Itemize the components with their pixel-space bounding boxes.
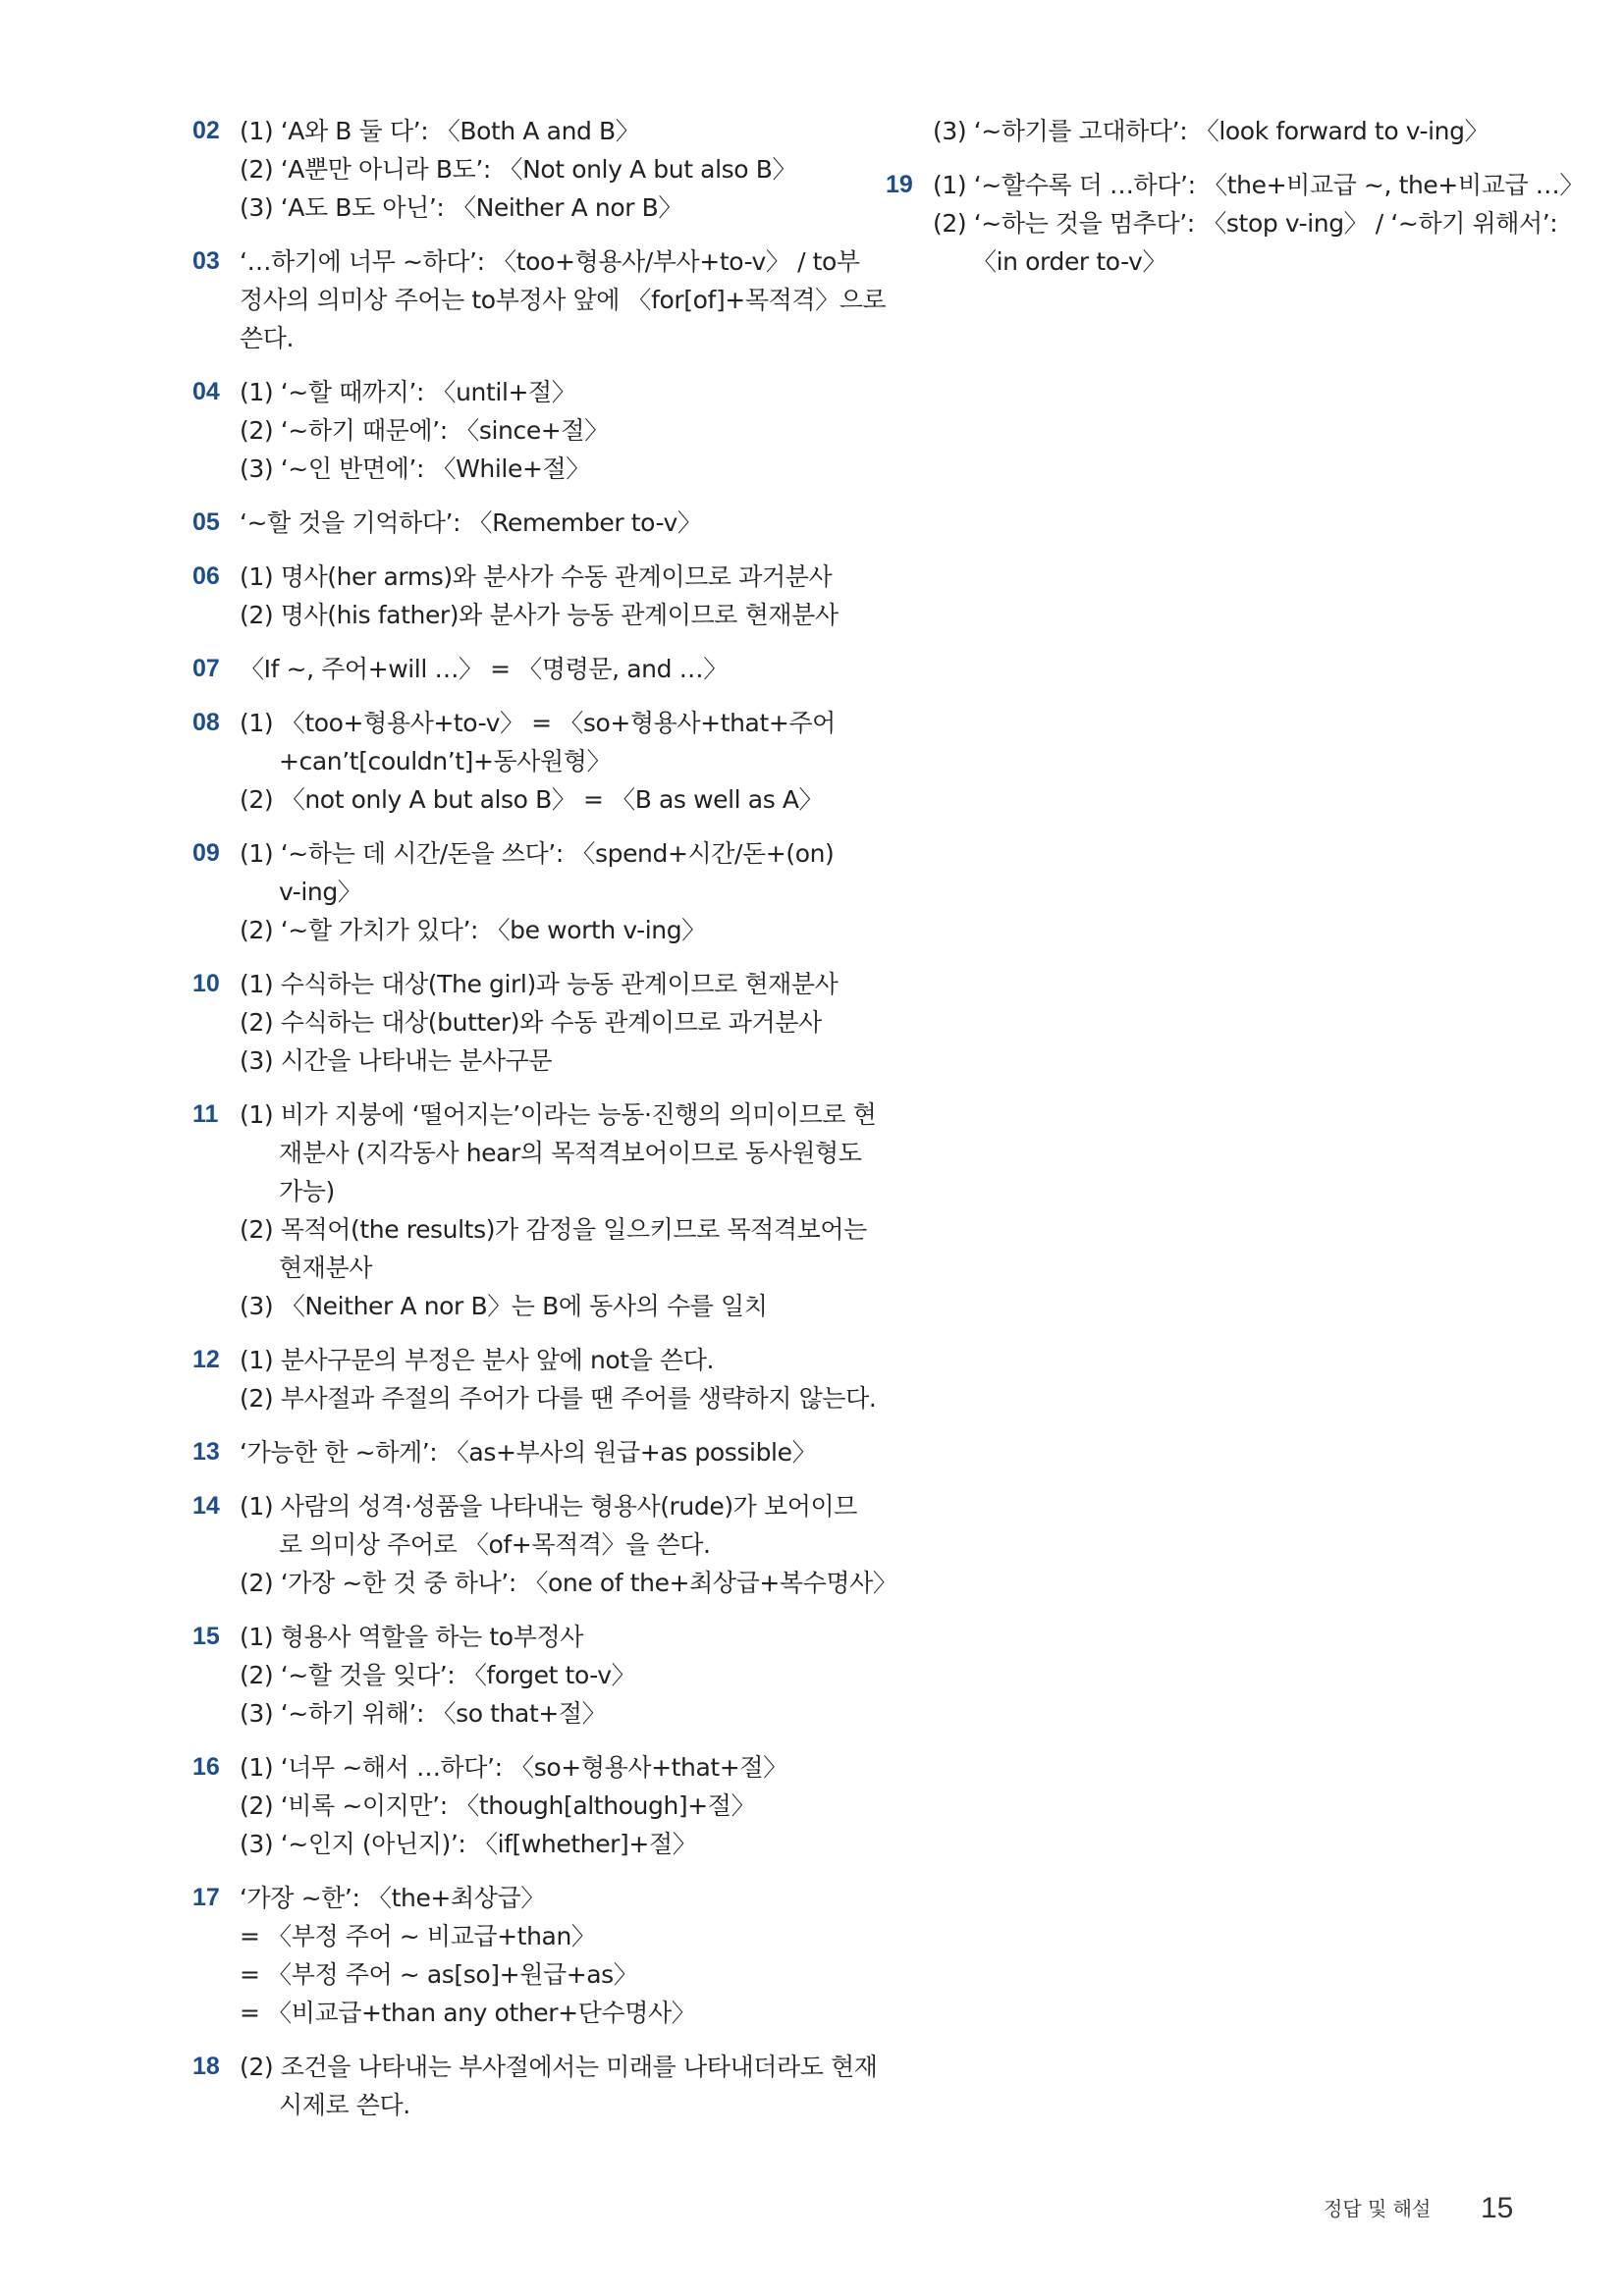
explanation-line: (1) ‘~할 때까지’: 〈until+절〉 xyxy=(240,378,576,406)
explanation-line: (2) ‘~할 것을 잊다’: 〈forget to-v〉 xyxy=(240,1661,636,1689)
explanation-body xyxy=(240,1341,876,1417)
question-number: 15 xyxy=(192,1623,220,1650)
explanation-body xyxy=(240,704,840,819)
question-number: 10 xyxy=(192,970,220,997)
explanation-line: 시제로 쓴다. xyxy=(279,2091,410,2119)
answer-entry xyxy=(192,965,840,1080)
explanation-line: (2) 목적어(the results)가 감정을 일으키므로 목적격보어는 xyxy=(240,1215,867,1244)
explanation-line: (3) ‘A도 B도 아닌’: 〈Neither A nor B〉 xyxy=(240,193,683,222)
explanation-line: (2) ‘비록 ~이지만’: 〈though[although]+절〉 xyxy=(240,1791,756,1820)
answer-entry xyxy=(192,558,840,634)
explanation-body xyxy=(240,2048,878,2124)
question-number: 08 xyxy=(192,709,220,736)
question-number: 13 xyxy=(192,1438,220,1466)
explanation-line: (1) 수식하는 대상(The girl)과 능동 관계이므로 현재분사 xyxy=(240,970,839,998)
explanation-line: ‘…하기에 너무 ~하다’: 〈too+형용사/부사+to-v〉 / to부 xyxy=(240,247,860,276)
answer-entry xyxy=(192,373,840,488)
explanation-line: 가능) xyxy=(279,1177,335,1205)
explanation-line: (2) ‘가장 ~한 것 중 하나’: 〈one of the+최상급+복수명사〉 xyxy=(240,1569,897,1597)
explanation-line: (1) 비가 지붕에 ‘떨어지는’이라는 능동·진행의 의미이므로 현 xyxy=(240,1100,877,1129)
answer-entry xyxy=(192,112,840,227)
explanation-line: (2) 〈not only A but also B〉 = 〈B as well as A〉 xyxy=(240,785,824,814)
explanation-line: (2) ‘~하는 것을 멈추다’: 〈stop v-ing〉 / ‘~하기 위해서’: xyxy=(933,209,1558,238)
explanation-line: (3) 시간을 나타내는 분사구문 xyxy=(240,1046,553,1075)
explanation-line: (3) ‘~인 반면에’: 〈While+절〉 xyxy=(240,454,590,483)
explanation-body xyxy=(240,1487,897,1602)
explanation-line: 〈If ~, 주어+will …〉 = 〈명령문, and …〉 xyxy=(240,655,728,683)
explanation-line: 현재분사 xyxy=(279,1254,373,1282)
answer-entry xyxy=(192,704,840,819)
answer-entry xyxy=(192,1433,840,1471)
explanation-body xyxy=(240,650,840,688)
explanation-line: (2) 부사절과 주절의 주어가 다를 땐 주어를 생략하지 않는다. xyxy=(240,1384,877,1413)
explanation-body xyxy=(240,1879,840,2032)
explanation-line: (2) 수식하는 대상(butter)와 수동 관계이므로 과거분사 xyxy=(240,1008,822,1037)
left-column xyxy=(192,112,897,2140)
explanation-line: (1) 형용사 역할을 하는 to부정사 xyxy=(240,1623,583,1651)
question-number: 03 xyxy=(192,247,220,275)
answer-entry xyxy=(192,1095,877,1325)
explanation-line: (1) ‘A와 B 둘 다’: 〈Both A and B〉 xyxy=(240,117,640,145)
explanation-line: (3) ‘~하기를 고대하다’: 〈look forward to v-ing〉 xyxy=(933,117,1489,145)
question-number: 09 xyxy=(192,839,220,867)
explanation-body xyxy=(240,504,840,542)
question-number: 18 xyxy=(192,2053,220,2080)
explanation-body xyxy=(240,834,840,949)
question-number: 12 xyxy=(192,1346,220,1373)
explanation-body xyxy=(240,373,840,488)
explanation-line: (1) 분사구문의 부정은 분사 앞에 not을 쓴다. xyxy=(240,1346,715,1374)
question-number: 14 xyxy=(192,1492,220,1520)
explanation-line: ‘가능한 한 ~하게’: 〈as+부사의 원급+as possible〉 xyxy=(240,1438,817,1467)
question-number: 11 xyxy=(192,1100,219,1128)
explanation-line: (3) ‘~하기 위해’: 〈so that+절〉 xyxy=(240,1699,607,1728)
explanation-line: (1) 명사(her arms)와 분사가 수동 관계이므로 과거분사 xyxy=(240,562,833,591)
explanation-line: v-ing〉 xyxy=(279,878,362,906)
right-column xyxy=(886,112,1584,296)
explanation-body xyxy=(240,112,840,227)
explanation-line: = 〈부정 주어 ~ 비교급+than〉 xyxy=(240,1922,596,1950)
question-number: 17 xyxy=(192,1884,220,1911)
explanation-line: = 〈비교급+than any other+단수명사〉 xyxy=(240,1999,696,2027)
answer-entry xyxy=(192,834,840,949)
question-number: 16 xyxy=(192,1753,220,1781)
answer-entry xyxy=(886,166,1584,281)
explanation-body xyxy=(240,1433,840,1471)
question-number: 06 xyxy=(192,562,220,590)
answer-entry xyxy=(192,1879,840,2032)
explanation-line: (2) ‘A뿐만 아니라 B도’: 〈Not only A but also B〉 xyxy=(240,155,797,184)
explanation-line: (1) ‘~할수록 더 …하다’: 〈the+비교급 ~, the+비교급 …〉 xyxy=(933,171,1584,199)
explanation-line: 쓴다. xyxy=(240,324,295,352)
explanation-body xyxy=(933,166,1584,281)
explanation-line: (2) 명사(his father)와 분사가 능동 관계이므로 현재분사 xyxy=(240,601,839,629)
explanation-line: (2) ‘~할 가치가 있다’: 〈be worth v-ing〉 xyxy=(240,916,706,944)
answer-entry xyxy=(192,1618,840,1733)
explanation-body xyxy=(240,242,886,357)
question-number: 02 xyxy=(192,117,220,144)
explanation-body xyxy=(240,1748,840,1863)
explanation-line: = 〈부정 주어 ~ as[so]+원급+as〉 xyxy=(240,1960,638,1989)
explanation-line: +can’t[couldn’t]+동사원형〉 xyxy=(279,747,612,775)
question-number: 04 xyxy=(192,378,220,405)
explanation-line: (3) 〈Neither A nor B〉는 B에 동사의 수를 일치 xyxy=(240,1292,768,1320)
explanation-line: 〈in order to-v〉 xyxy=(972,247,1167,276)
page-number: 15 xyxy=(1481,2192,1514,2224)
question-number: 19 xyxy=(886,171,913,198)
explanation-body xyxy=(933,112,1534,150)
answer-entry xyxy=(192,242,887,357)
explanation-line: (2) ‘~하기 때문에’: 〈since+절〉 xyxy=(240,416,609,445)
answer-entry xyxy=(192,1748,840,1863)
explanation-line: (3) ‘~인지 (아닌지)’: 〈if[whether]+절〉 xyxy=(240,1830,697,1858)
explanation-body xyxy=(240,1095,876,1325)
answer-entry xyxy=(886,112,1534,150)
question-number: 07 xyxy=(192,655,220,682)
explanation-line: 로 의미상 주어로 〈of+목적격〉을 쓴다. xyxy=(279,1530,711,1559)
explanation-line: 재분사 (지각동사 hear의 목적격보어이므로 동사원형도 xyxy=(279,1139,862,1167)
answer-entry xyxy=(192,1487,897,1602)
explanation-line: (1) ‘~하는 데 시간/돈을 쓰다’: 〈spend+시간/돈+(on) xyxy=(240,839,835,868)
explanation-body xyxy=(240,965,840,1080)
answer-entry xyxy=(192,504,840,542)
answer-entry xyxy=(192,1341,877,1417)
explanation-line: ‘가장 ~한’: 〈the+최상급〉 xyxy=(240,1884,545,1912)
explanation-line: (1) 〈too+형용사+to-v〉 = 〈so+형용사+that+주어 xyxy=(240,709,836,737)
explanation-body xyxy=(240,558,840,634)
explanation-line: 정사의 의미상 주어는 to부정사 앞에 〈for[of]+목적격〉으로 xyxy=(240,286,887,314)
explanation-line: (2) 조건을 나타내는 부사절에서는 미래를 나타내더라도 현재 xyxy=(240,2053,878,2081)
footer-label: 정답 및 해설 xyxy=(1324,2197,1432,2220)
explanation-body xyxy=(240,1618,840,1733)
answer-entry xyxy=(192,650,840,688)
explanation-line: (1) 사람의 성격·성품을 나타내는 형용사(rude)가 보어이므 xyxy=(240,1492,857,1521)
question-number: 05 xyxy=(192,508,220,536)
explanation-line: (1) ‘너무 ~해서 …하다’: 〈so+형용사+that+절〉 xyxy=(240,1753,787,1782)
explanation-line: ‘~할 것을 기억하다’: 〈Remember to-v〉 xyxy=(240,508,702,537)
answer-entry xyxy=(192,2048,878,2124)
